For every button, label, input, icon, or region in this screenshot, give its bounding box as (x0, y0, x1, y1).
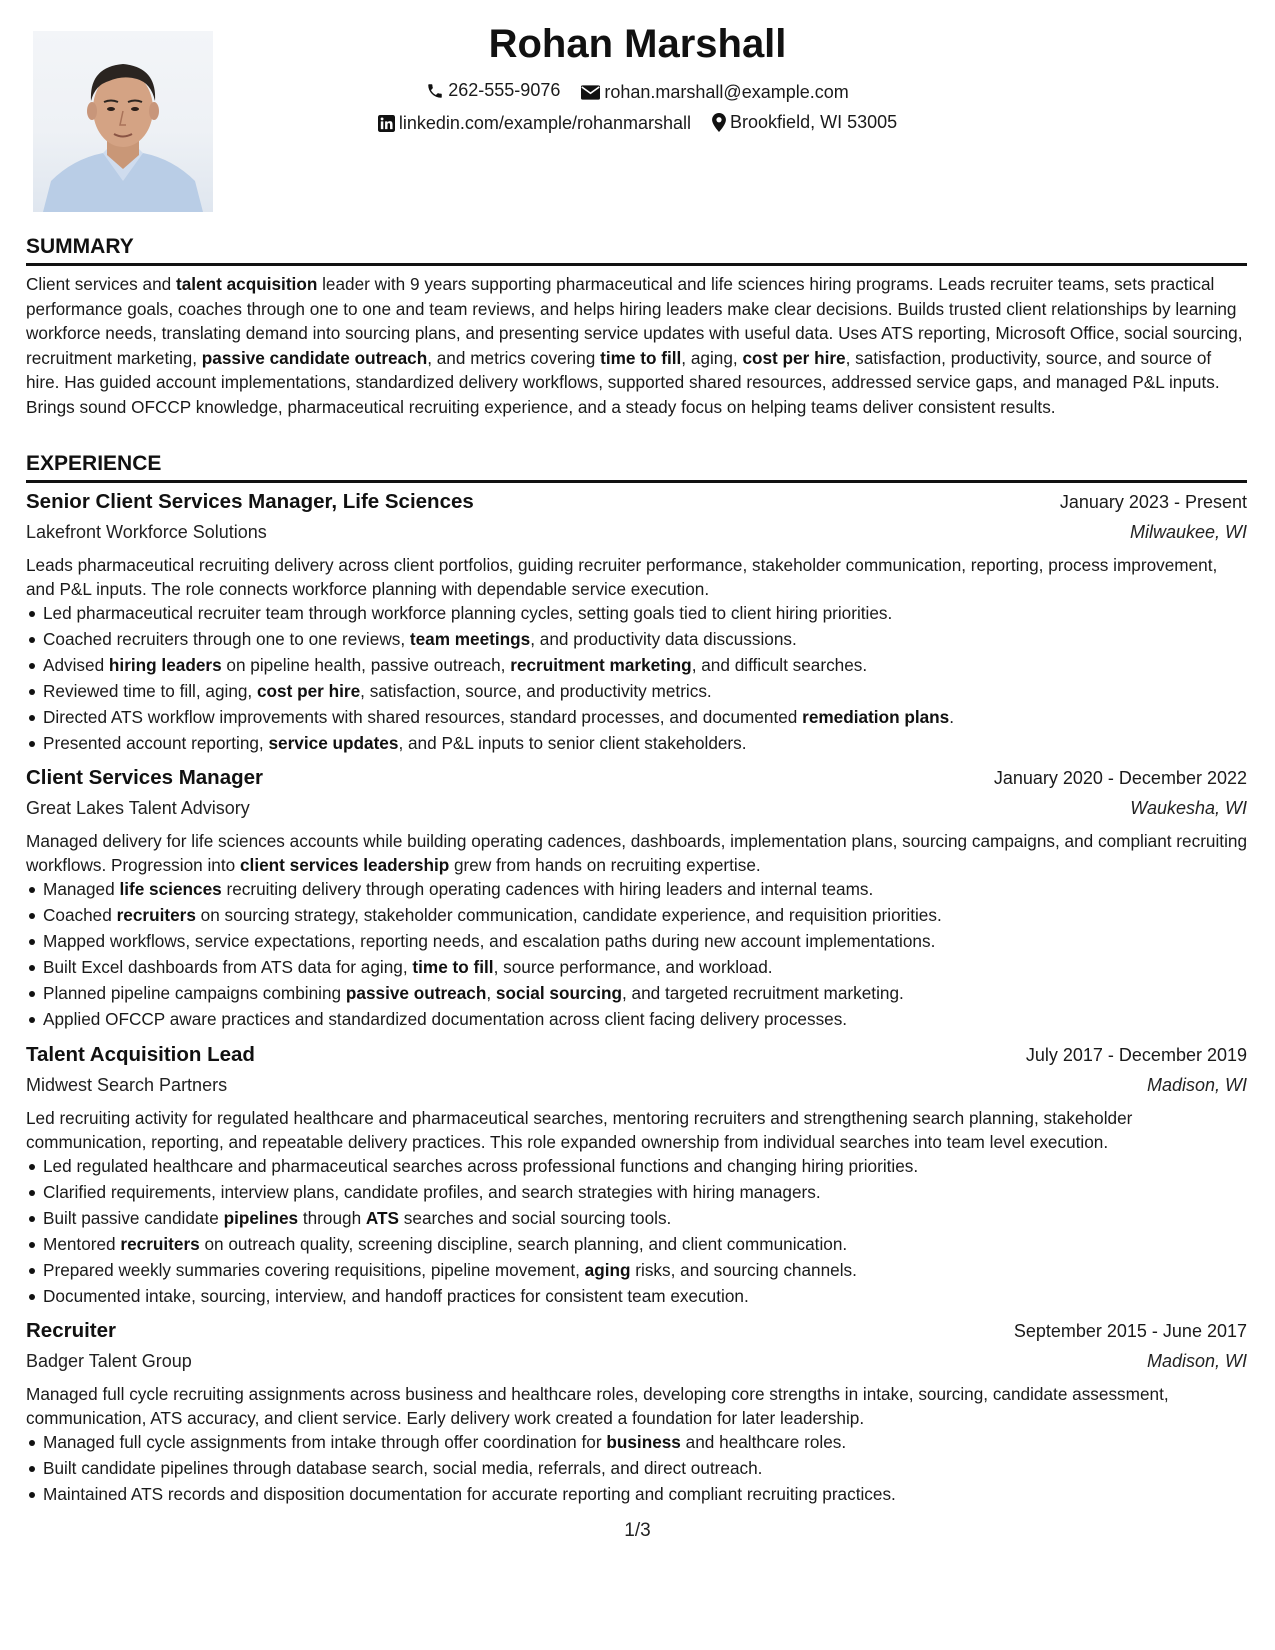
emphasis-text: passive outreach (345, 982, 487, 1003)
job-title: Talent Acquisition Lead (26, 1043, 255, 1066)
job-entry (26, 766, 1247, 1032)
list-item: Presented account reporting, service updates, and P&L inputs to senior client stakeholders. (26, 731, 1247, 757)
list-item: Advised hiring leaders on pipeline health, passive outreach, recruitment marketing, and difficult searches. (26, 653, 1247, 679)
linkedin-icon (378, 115, 395, 132)
job-subheader (26, 522, 1247, 552)
list-item: Prepared weekly summaries covering requisitions, pipeline movement, aging risks, and sourcing channels. (26, 1258, 1247, 1284)
job-location: Milwaukee, WI (1129, 522, 1247, 542)
achievement-list (26, 877, 1247, 1032)
location-text: Brookfield, WI 53005 (730, 112, 898, 132)
list-item: Maintained ATS records and disposition documentation for accurate reporting and compliant recruiting practices. (26, 1482, 1247, 1508)
list-item: Clarified requirements, interview plans, candidate profiles, and search strategies with hiring managers. (26, 1180, 1247, 1206)
emphasis-text: pipelines (223, 1207, 299, 1228)
job-description: Managed delivery for life sciences accounts while building operating cadences, dashboards, implementation plans, sourcing campaigns, and compliant recruiting workflows. Progression into client services leadership grew from hands on recruiting expertise. (26, 831, 1248, 875)
list-item: Reviewed time to fill, aging, cost per hire, satisfaction, source, and productivity metrics. (26, 679, 1247, 705)
job-dates: January 2023 - Present (1059, 492, 1247, 512)
emphasis-text: client services leadership (239, 854, 450, 875)
email-address[interactable]: rohan.marshall@example.com (604, 81, 849, 102)
achievement-list (26, 601, 1247, 756)
job-header (26, 1043, 1247, 1075)
list-item: Managed life sciences recruiting delivery through operating cadences with hiring leaders and internal teams. (26, 877, 1247, 903)
job-location: Waukesha, WI (1130, 798, 1247, 818)
job-title: Senior Client Services Manager, Life Sciences (26, 490, 474, 513)
job-title: Recruiter (26, 1319, 117, 1342)
email-item (581, 82, 848, 103)
list-item: Built candidate pipelines through database search, social media, referrals, and direct outreach. (26, 1456, 1247, 1482)
linkedin-link[interactable]: linkedin.com/example/rohanmarshall (398, 113, 692, 133)
emphasis-text: recruiters (116, 904, 196, 925)
job-entry (26, 1319, 1247, 1508)
emphasis-text: remediation plans (802, 706, 950, 727)
job-entry (26, 1043, 1247, 1309)
location-item (712, 112, 897, 133)
list-item: Documented intake, sourcing, interview, and handoff practices for consistent team execution. (26, 1284, 1247, 1310)
job-subheader (26, 1075, 1247, 1105)
page-number: 1/3 (624, 1520, 651, 1541)
emphasis-text: recruiters (120, 1233, 200, 1254)
envelope-icon (581, 85, 600, 100)
phone-item (426, 80, 560, 101)
list-item: Built Excel dashboards from ATS data for aging, time to fill, source performance, and workload. (26, 955, 1247, 981)
emphasis-text: passive candidate outreach (201, 347, 428, 368)
job-description: Leads pharmaceutical recruiting delivery across client portfolios, guiding recruiter performance, stakeholder communication, reporting, process improvement, and P&L inputs. The role connects workforce planning with dependable service execution. (26, 555, 1218, 599)
list-item: Managed full cycle assignments from intake through offer coordination for business and healthcare roles. (26, 1430, 1247, 1456)
linkedin-item (378, 113, 691, 134)
list-item: Mentored recruiters on outreach quality, screening discipline, search planning, and client communication. (26, 1232, 1247, 1258)
company-name: Lakefront Workforce Solutions (26, 522, 267, 542)
job-subheader (26, 798, 1247, 828)
emphasis-text: cost per hire (257, 680, 361, 701)
list-item: Coached recruiters on sourcing strategy, stakeholder communication, candidate experience, and requisition priorities. (26, 903, 1247, 929)
phone-number[interactable]: 262-555-9076 (448, 80, 561, 100)
list-item: Built passive candidate pipelines through ATS searches and social sourcing tools. (26, 1206, 1247, 1232)
job-header (26, 490, 1247, 522)
summary-section (26, 235, 1247, 420)
list-item: Directed ATS workflow improvements with shared resources, standard processes, and documented remediation plans. (26, 705, 1247, 731)
achievement-list (26, 1154, 1247, 1309)
job-header (26, 766, 1247, 798)
list-item: Applied OFCCP aware practices and standardized documentation across client facing delivery processes. (26, 1007, 1247, 1033)
emphasis-text: team meetings (409, 628, 531, 649)
candidate-name: Rohan Marshall (488, 22, 787, 66)
company-name: Great Lakes Talent Advisory (26, 798, 250, 818)
emphasis-text: cost per hire (742, 347, 846, 368)
phone-icon (426, 82, 444, 100)
summary-text: Client services and talent acquisition leader with 9 years supporting pharmaceutical and life sciences hiring programs. Leads recruiter teams, sets practical performance goals, coaches through one to one and team reviews, and helps hiring leaders make clear decisions. Builds trusted client relationships by learning workforce needs, translating demand into sourcing plans, and presenting service updates with useful data. Uses ATS reporting, Microsoft Office, social sourcing, recruitment marketing, passive candidate outreach, and metrics covering time to fill, aging, cost per hire, satisfaction, productivity, source, and source of hire. Has guided account implementations, standardized delivery workflows, supported shared resources, addressed service gaps, and managed P&L inputs. Brings sound OFCCP knowledge, pharmaceutical recruiting experience, and a steady focus on helping teams deliver consistent results. (26, 274, 1243, 417)
emphasis-text: service updates (268, 732, 399, 753)
emphasis-text: recruitment marketing (510, 654, 692, 675)
emphasis-text: time to fill (600, 347, 682, 368)
job-header (26, 1319, 1247, 1351)
job-location: Madison, WI (1146, 1075, 1247, 1095)
company-name: Midwest Search Partners (26, 1075, 228, 1095)
section-title: EXPERIENCE (26, 452, 1247, 483)
job-description: Led recruiting activity for regulated healthcare and pharmaceutical searches, mentoring recruiters and strengthening search planning, stakeholder communication, reporting, and repeatable delivery practices. This role expanded ownership from individual searches into team level execution. (26, 1108, 1133, 1152)
emphasis-text: aging (584, 1259, 631, 1280)
achievement-list (26, 1430, 1247, 1508)
job-title: Client Services Manager (26, 766, 263, 789)
job-dates: September 2015 - June 2017 (1013, 1321, 1247, 1341)
list-item: Led regulated healthcare and pharmaceutical searches across professional functions and changing hiring priorities. (26, 1154, 1247, 1180)
emphasis-text: ATS (365, 1207, 400, 1228)
list-item: Mapped workflows, service expectations, reporting needs, and escalation paths during new account implementations. (26, 929, 1247, 955)
map-pin-icon (712, 113, 726, 132)
emphasis-text: talent acquisition (175, 274, 318, 294)
contact-row-secondary (0, 112, 1275, 137)
emphasis-text: social sourcing (495, 982, 622, 1003)
emphasis-text: life sciences (119, 879, 222, 899)
section-title: SUMMARY (26, 235, 1247, 266)
job-description: Managed full cycle recruiting assignments across business and healthcare roles, developing core strengths in intake, sourcing, candidate assessment, communication, ATS accuracy, and client service. Early delivery work created a foundation for later leadership. (26, 1384, 1169, 1428)
emphasis-text: hiring leaders (108, 654, 222, 675)
emphasis-text: time to fill (412, 956, 494, 977)
job-entry (26, 490, 1247, 756)
list-item: Coached recruiters through one to one reviews, team meetings, and productivity data discussions. (26, 627, 1247, 653)
job-location: Madison, WI (1146, 1351, 1247, 1371)
job-dates: January 2020 - December 2022 (993, 768, 1247, 788)
experience-section (26, 452, 1247, 483)
job-dates: July 2017 - December 2019 (1025, 1045, 1247, 1065)
list-item: Led pharmaceutical recruiter team through workforce planning cycles, setting goals tied to client hiring priorities. (26, 601, 1247, 627)
job-subheader (26, 1351, 1247, 1381)
contact-row-primary (0, 80, 1275, 105)
emphasis-text: business (606, 1432, 681, 1452)
list-item: Planned pipeline campaigns combining passive outreach, social sourcing, and targeted recruitment marketing. (26, 981, 1247, 1007)
company-name: Badger Talent Group (26, 1351, 192, 1371)
